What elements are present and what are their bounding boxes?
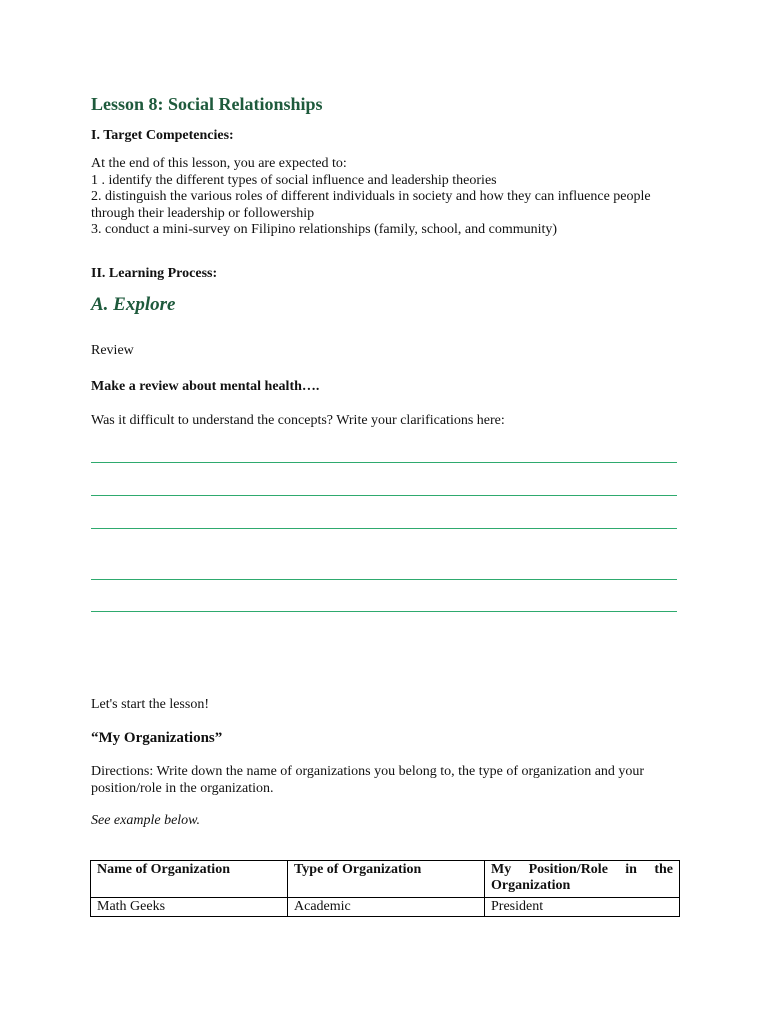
target-competencies-heading: I. Target Competencies: bbox=[91, 128, 234, 143]
header-word: the bbox=[654, 862, 673, 877]
header-position-role-line1 bbox=[491, 862, 673, 878]
answer-line-1[interactable] bbox=[91, 462, 677, 463]
header-word: My bbox=[491, 862, 512, 877]
review-label: Review bbox=[91, 343, 134, 358]
competency-item-1: 1 . identify the different types of social influence and leadership theories bbox=[91, 172, 497, 188]
answer-line-3[interactable] bbox=[91, 528, 677, 529]
example-note: See example below. bbox=[91, 813, 200, 828]
cell-position-role[interactable]: President bbox=[485, 898, 680, 917]
header-name-of-organization: Name of Organization bbox=[91, 861, 288, 898]
competencies-intro: At the end of this lesson, you are expected to: bbox=[91, 156, 347, 171]
answer-line-5[interactable] bbox=[91, 611, 677, 612]
header-word: in bbox=[625, 862, 637, 877]
header-position-role bbox=[485, 861, 680, 898]
directions bbox=[91, 764, 644, 797]
cell-organization-name[interactable]: Math Geeks bbox=[91, 898, 288, 917]
competency-item-3: 3. conduct a mini-survey on Filipino relationships (family, school, and community) bbox=[91, 222, 558, 237]
competency-item-2-cont: through their leadership or followership bbox=[91, 205, 315, 221]
lesson-title: Lesson 8: Social Relationships bbox=[91, 94, 323, 114]
header-word: Position/Role bbox=[528, 862, 608, 877]
directions-line-1: Directions: Write down the name of organizations you belong to, the type of organization and your bbox=[91, 764, 645, 779]
competencies-block bbox=[91, 156, 651, 239]
header-position-role-line2: Organization bbox=[491, 878, 571, 893]
review-prompt: Make a review about mental health…. bbox=[91, 379, 320, 394]
directions-line-2: position/role in the organization. bbox=[91, 780, 274, 796]
header-type-of-organization: Type of Organization bbox=[288, 861, 485, 898]
explore-heading: A. Explore bbox=[91, 294, 176, 315]
learning-process-heading: II. Learning Process: bbox=[91, 266, 218, 281]
cell-organization-type[interactable]: Academic bbox=[288, 898, 485, 917]
clarification-question: Was it difficult to understand the concepts? Write your clarifications here: bbox=[91, 413, 505, 428]
answer-line-2[interactable] bbox=[91, 495, 677, 496]
activity-title: “My Organizations” bbox=[91, 730, 223, 746]
lesson-start-text: Let's start the lesson! bbox=[91, 697, 209, 712]
competency-item-2: 2. distinguish the various roles of different individuals in society and how they can influence people bbox=[91, 189, 651, 204]
table-row bbox=[91, 898, 680, 917]
answer-line-4[interactable] bbox=[91, 579, 677, 580]
organizations-table bbox=[90, 860, 680, 917]
table-header-row bbox=[91, 861, 680, 898]
